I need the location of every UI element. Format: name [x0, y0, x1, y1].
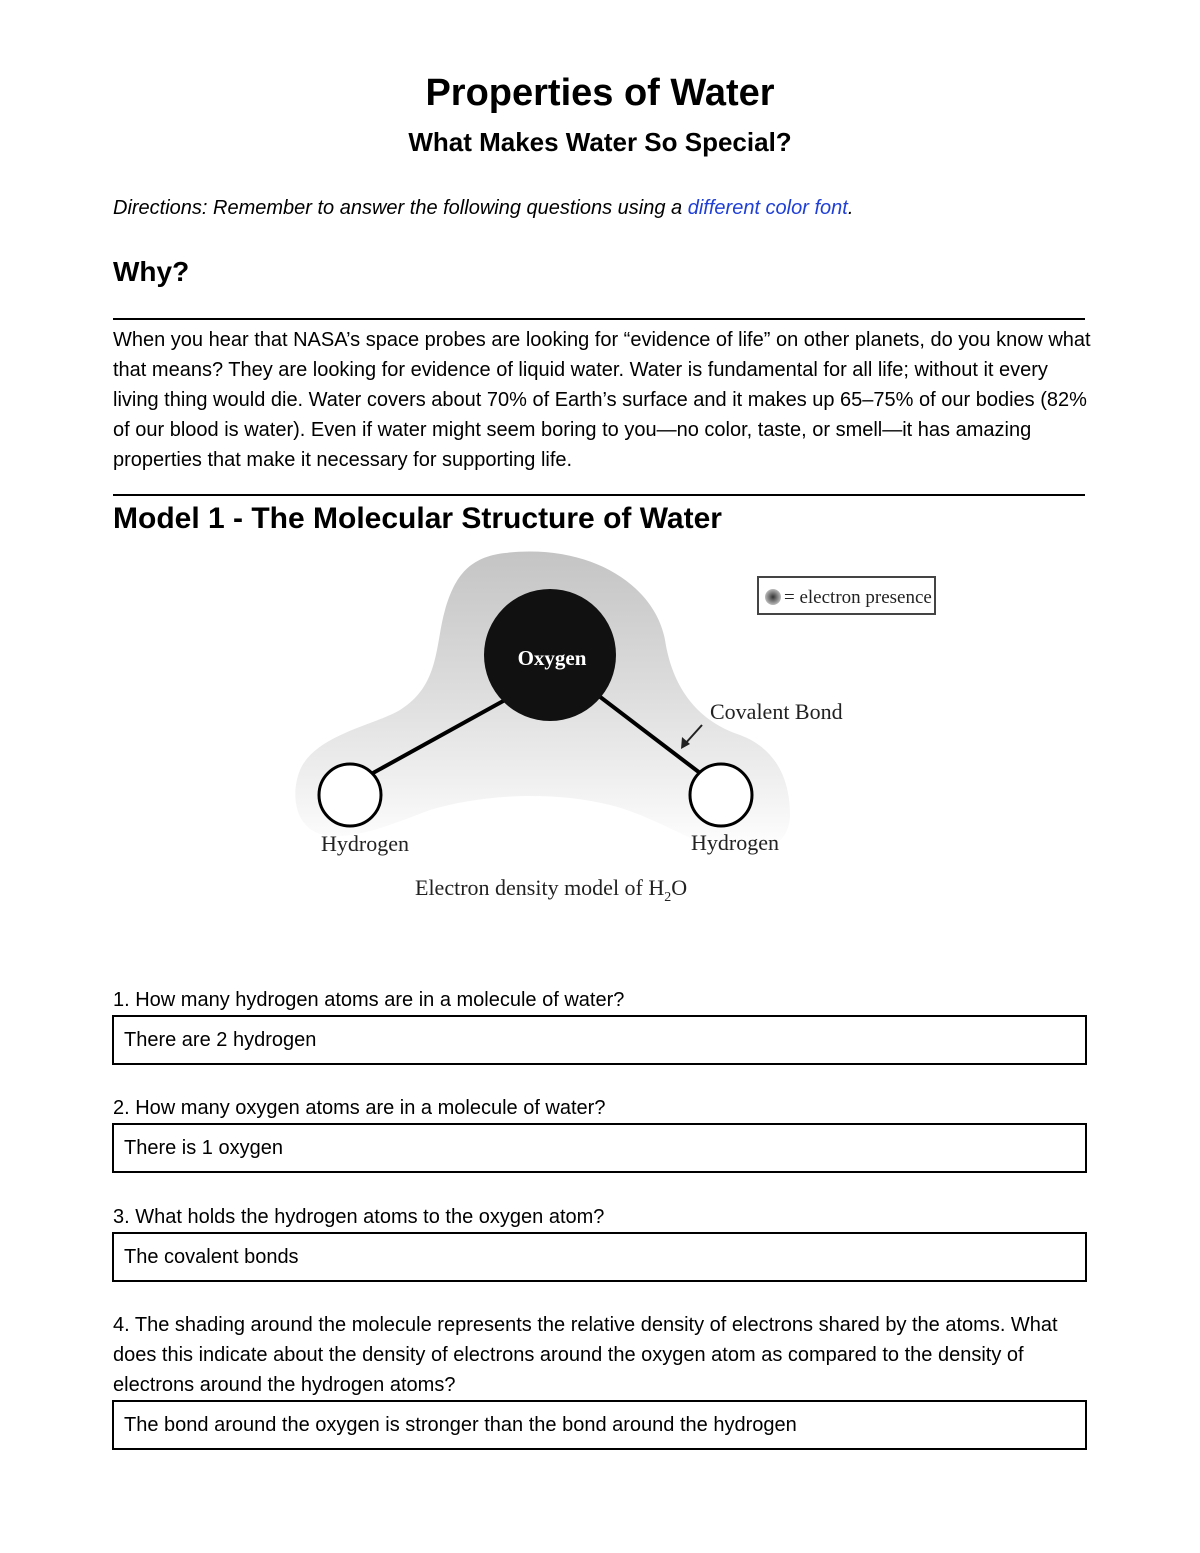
answer-box-1[interactable]: There are 2 hydrogen: [112, 1015, 1087, 1065]
directions: [113, 197, 853, 220]
page-title: Properties of Water: [425, 72, 775, 114]
oxygen-label: Oxygen: [517, 646, 587, 670]
hydrogen-atom-right: [690, 764, 752, 826]
hydrogen-right-label: Hydrogen: [691, 830, 779, 855]
question-4: 4. The shading around the molecule represents the relative density of electrons shared by the atoms. What does this indicate about the density of electrons around the oxygen atom as compared to the density of electrons around the hydrogen atoms?: [113, 1314, 1058, 1396]
page-subtitle: What Makes Water So Special?: [408, 127, 792, 157]
directions-highlight: different color font: [687, 197, 848, 219]
covalent-bond-label: Covalent Bond: [710, 699, 843, 724]
intro-paragraph: When you hear that NASA’s space probes are looking for “evidence of life” on other planets, do you know what that means? They are looking for evidence of liquid water. Water is fundamental for all life; without it every living thing would die. Water covers about 70% of Earth’s surface and it makes up 65–75% of our bodies (82% of our blood is water). Even if water might seem boring to you—no color, taste, or smell—it has amazing properties that make it necessary for supporting life.: [113, 329, 1091, 471]
directions-prefix: Directions: Remember to answer the following questions using a: [113, 197, 688, 219]
divider-top: [113, 318, 1085, 320]
hydrogen-left-label: Hydrogen: [321, 831, 409, 856]
directions-suffix: .: [847, 197, 854, 219]
model-heading: Model 1 - The Molecular Structure of Water: [113, 502, 722, 535]
answer-box-3[interactable]: The covalent bonds: [112, 1232, 1087, 1282]
legend-text: = electron presence: [784, 587, 932, 608]
caption-subscript: 2: [664, 890, 672, 905]
hydrogen-atom-left: [319, 764, 381, 826]
caption-main: Electron density model of H: [415, 875, 665, 900]
question-3: 3. What holds the hydrogen atoms to the oxygen atom?: [113, 1206, 605, 1228]
diagram-caption: [415, 875, 687, 905]
why-heading: Why?: [113, 256, 190, 287]
electron-dot-icon: [765, 589, 781, 605]
question-2: 2. How many oxygen atoms are in a molecule of water?: [113, 1097, 606, 1119]
water-molecule-diagram: [280, 545, 960, 915]
caption-end: O: [671, 875, 688, 900]
answer-box-4[interactable]: The bond around the oxygen is stronger than the bond around the hydrogen: [112, 1400, 1087, 1450]
divider-bottom: [113, 494, 1085, 496]
answer-box-2[interactable]: There is 1 oxygen: [112, 1123, 1087, 1173]
question-1: 1. How many hydrogen atoms are in a molecule of water?: [113, 989, 625, 1011]
